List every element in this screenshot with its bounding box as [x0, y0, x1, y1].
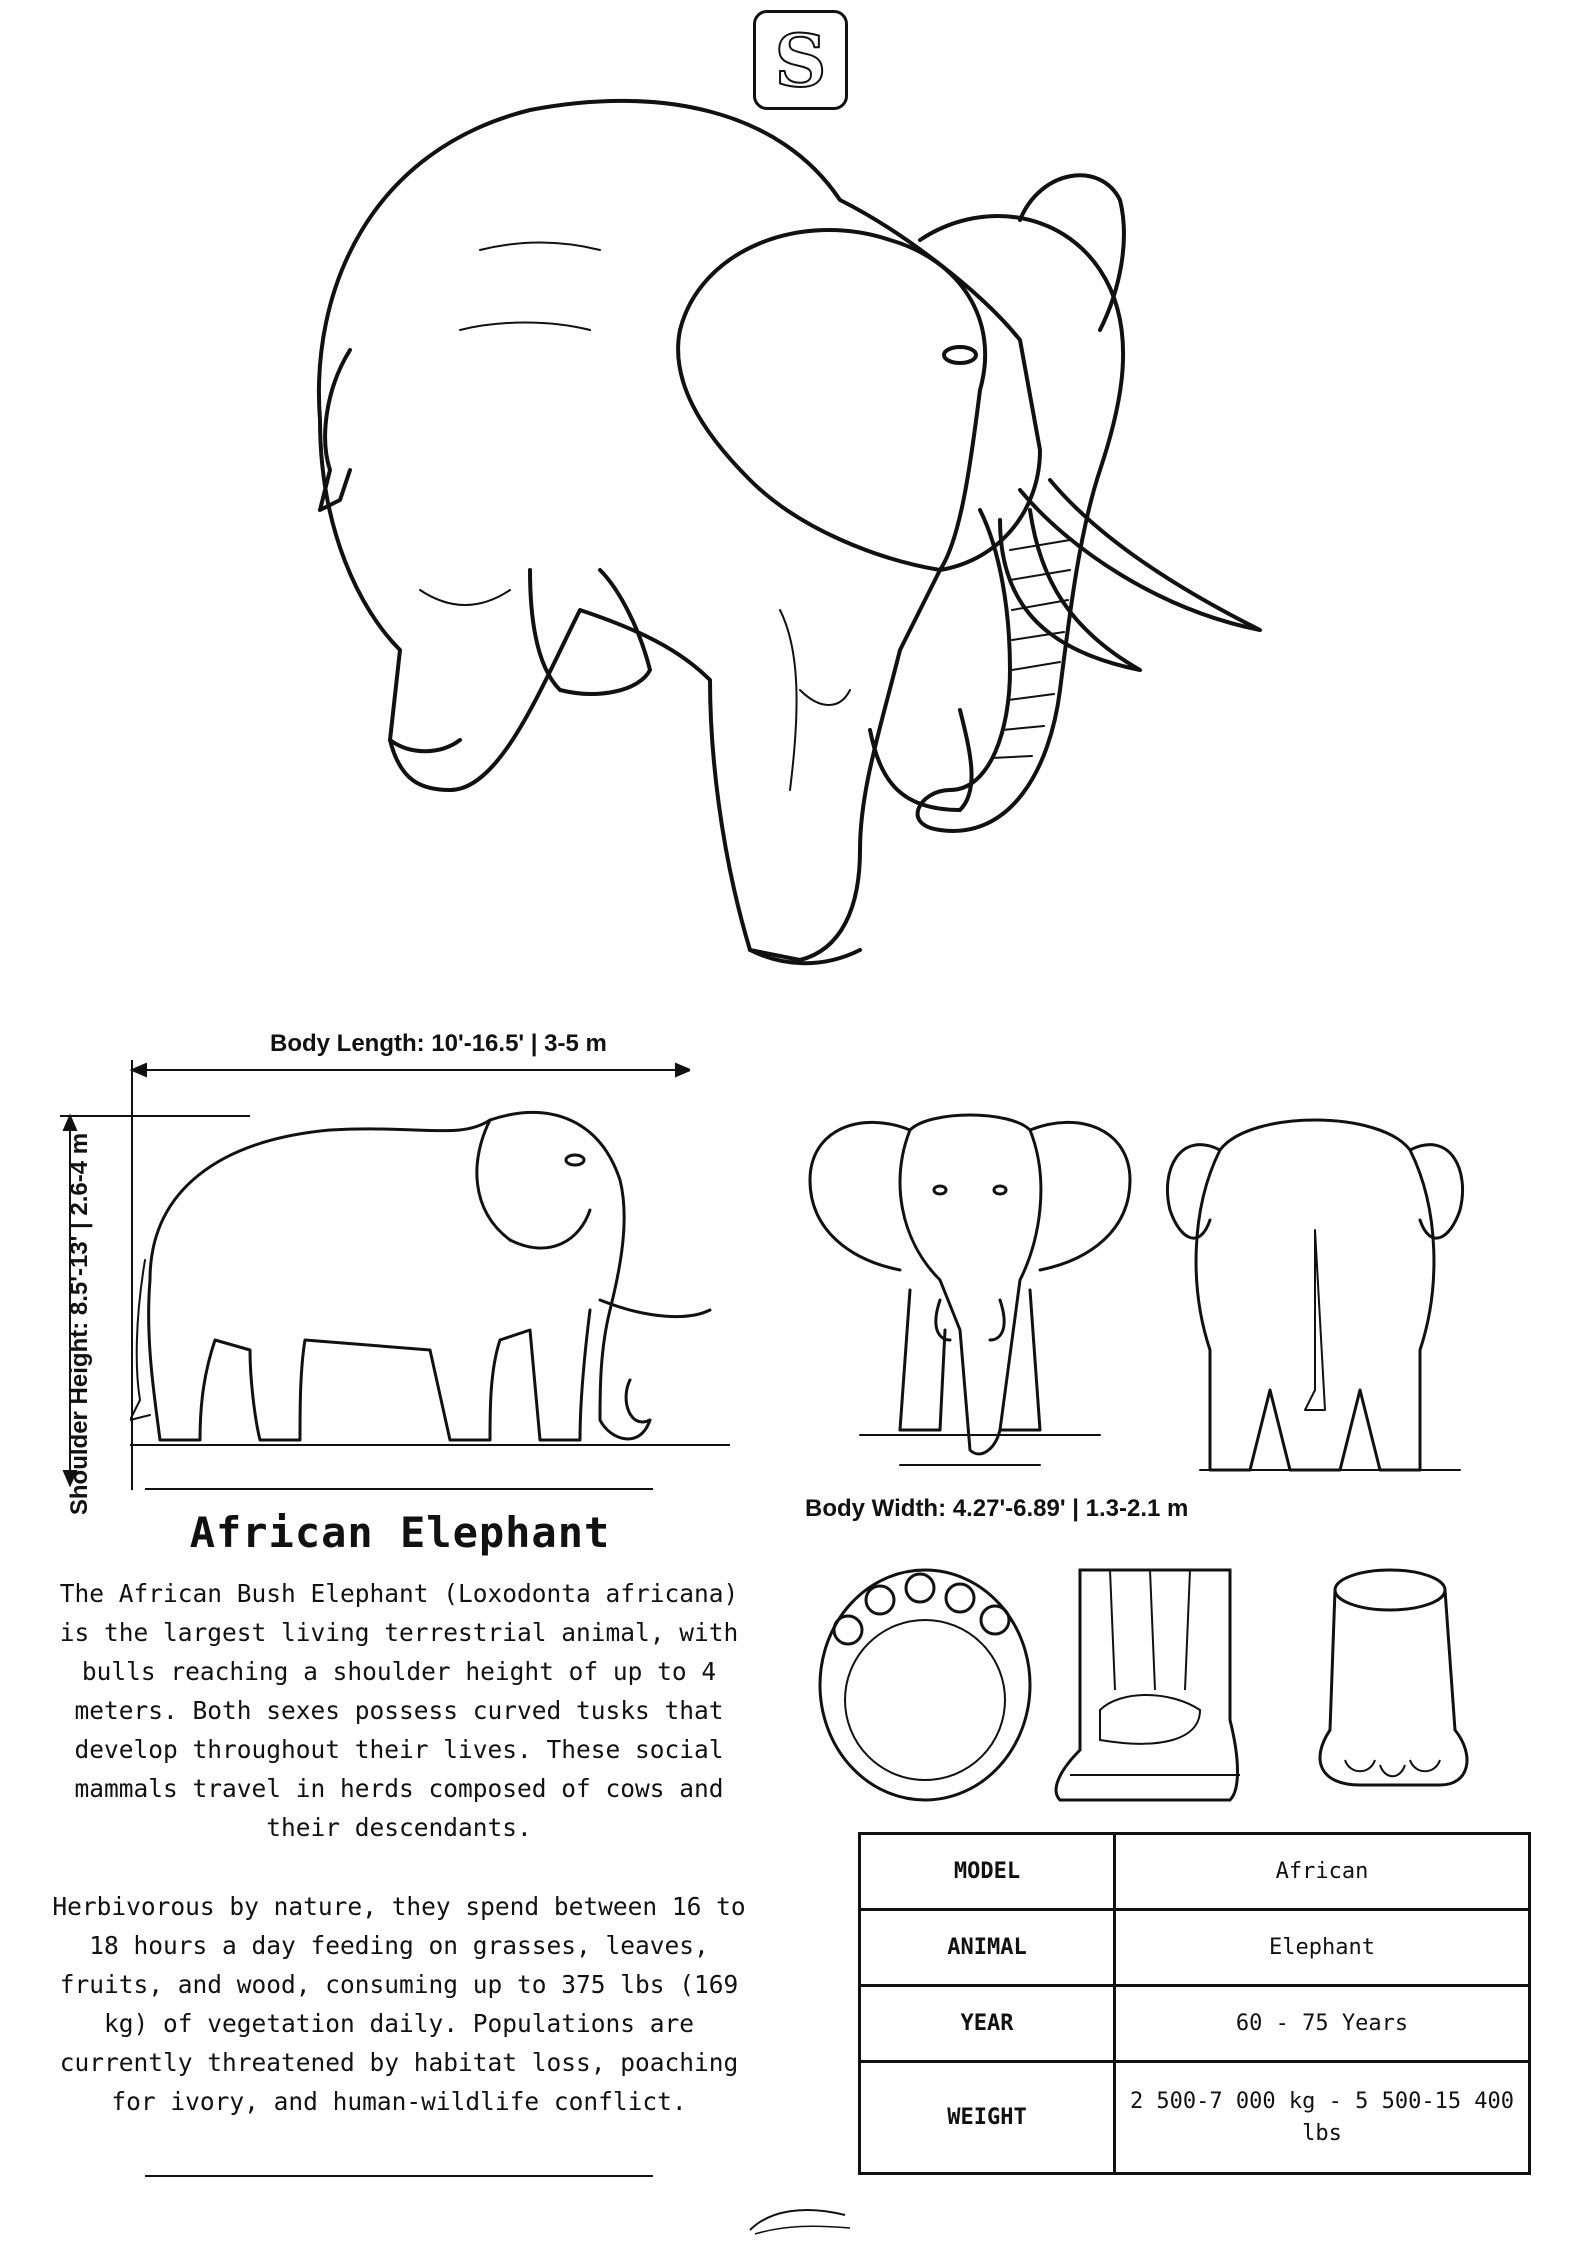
elephant-main-illustration — [280, 90, 1430, 1110]
spec-table — [858, 1832, 1531, 2175]
elephant-back-view — [1160, 1090, 1470, 1510]
year-value: 60 - 75 Years — [1115, 1986, 1530, 2062]
shoulder-height-label: Shoulder Height: 8.5'-13' | 2.6-4 m — [66, 1132, 93, 1516]
foot-3d-illustration — [1300, 1560, 1480, 1800]
table-row — [860, 2062, 1530, 2174]
model-key: MODEL — [860, 1834, 1115, 1910]
body-length-label: Body Length: 10'-16.5' | 3-5 m — [270, 1030, 607, 1057]
weight-value: 2 500-7 000 kg - 5 500-15 400 lbs — [1115, 2062, 1530, 2174]
table-row — [860, 1834, 1530, 1910]
year-key: YEAR — [860, 1986, 1115, 2062]
weight-key: WEIGHT — [860, 2062, 1115, 2174]
description-paragraph-2: Herbivorous by nature, they spend between 16 to 18 hours a day feeding on grasses, leaves, fruits, and wood, consuming up to 375 lbs (169 kg) of vegetation daily. Populations are currently threatened by habitat loss, poaching for ivory, and human-wildlife conflict. — [52, 1892, 746, 2116]
animal-key: ANIMAL — [860, 1910, 1115, 1986]
divider-bottom — [145, 2175, 653, 2177]
logo-letter: S — [774, 17, 827, 103]
foot-bone-cross-section — [1040, 1560, 1270, 1810]
animal-value: Elephant — [1115, 1910, 1530, 1986]
model-value: African — [1115, 1834, 1530, 1910]
dimension-guides — [50, 1040, 690, 1500]
body-width-label: Body Width: 4.27'-6.89' | 1.3-2.1 m — [805, 1495, 1189, 1522]
elephant-front-view — [800, 1090, 1140, 1480]
description-paragraph-1: The African Bush Elephant (Loxodonta africana) is the largest living terrestrial animal, with bulls reaching a shoulder height of up to 4 meters. Both sexes possess curved tusks that develop throughout their lives. These social mammals travel in herds composed of cows and their descendants. — [59, 1579, 739, 1842]
table-row — [860, 1910, 1530, 1986]
page-title: African Elephant — [189, 1508, 611, 1557]
foot-sole-illustration — [810, 1560, 1040, 1810]
signature-logo — [745, 2200, 855, 2240]
divider-top — [145, 1488, 653, 1490]
table-row — [860, 1986, 1530, 2062]
